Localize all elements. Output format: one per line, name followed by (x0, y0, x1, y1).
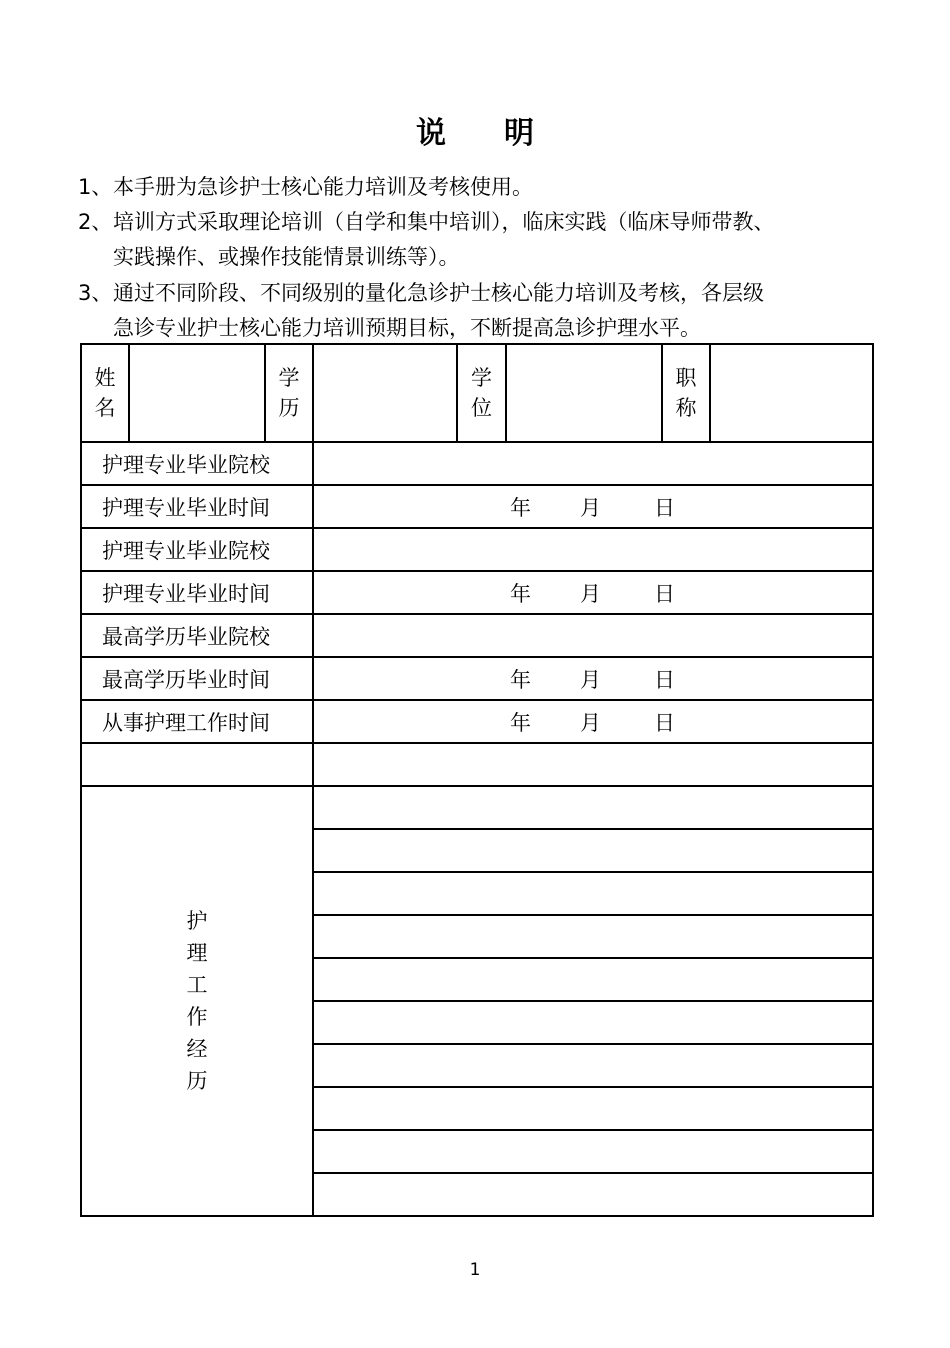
blank-label-cell[interactable] (81, 743, 313, 786)
education-label: 学 历 (265, 344, 313, 442)
name-field[interactable] (129, 344, 265, 442)
highest-edu-grad-date-field[interactable]: 年 月 日 (313, 657, 873, 700)
nursing-school-field-2[interactable] (313, 528, 873, 571)
page-number: 1 (469, 1260, 481, 1280)
experience-line[interactable] (313, 829, 873, 872)
row-nursing-grad-time-2: 护理专业毕业时间 年 月 日 (81, 571, 873, 614)
degree-label: 学 位 (457, 344, 506, 442)
title-char-2: 明 (504, 116, 534, 151)
instruction-1: 1、本手册为急诊护士核心能力培训及考核使用。 (78, 175, 533, 199)
experience-line[interactable] (313, 786, 873, 829)
header-row (81, 344, 873, 442)
row-blank (81, 743, 873, 786)
nursing-school-field[interactable] (313, 442, 873, 485)
nursing-grad-date-field-2[interactable]: 年 月 日 (313, 571, 873, 614)
experience-line[interactable] (313, 1087, 873, 1130)
experience-line[interactable] (313, 958, 873, 1001)
title-field[interactable] (710, 344, 873, 442)
experience-line[interactable] (313, 872, 873, 915)
experience-line[interactable] (313, 1001, 873, 1044)
highest-edu-school-field[interactable] (313, 614, 873, 657)
education-field[interactable] (313, 344, 457, 442)
row-nursing-school-2: 护理专业毕业院校 (81, 528, 873, 571)
nursing-work-date-field[interactable]: 年 月 日 (313, 700, 873, 743)
experience-line[interactable] (313, 1044, 873, 1087)
nursing-grad-date-field[interactable]: 年 月 日 (313, 485, 873, 528)
experience-line[interactable] (313, 915, 873, 958)
title-label: 职 称 (662, 344, 710, 442)
page-title (0, 108, 950, 152)
experience-line[interactable] (313, 1173, 873, 1216)
instruction-2: 2、培训方式采取理论培训（自学和集中培训），临床实践（临床导师带教、 实践操作、或操作技能情景训练等）。 (78, 210, 775, 269)
row-nursing-work-start: 从事护理工作时间 年 月 日 (81, 700, 873, 743)
row-highest-edu-grad-time: 最高学历毕业时间 年 月 日 (81, 657, 873, 700)
row-nursing-grad-time-1: 护理专业毕业时间 年 月 日 (81, 485, 873, 528)
degree-field[interactable] (506, 344, 662, 442)
row-nursing-school-1: 护理专业毕业院校 (81, 442, 873, 485)
instruction-3: 3、通过不同阶段、不同级别的量化急诊护士核心能力培训及考核，各层级 急诊专业护士核心能力培训预期目标，不断提高急诊护理水平。 (78, 281, 764, 340)
nurse-info-form (80, 343, 874, 1217)
name-label: 姓 名 (81, 344, 129, 442)
experience-row (81, 786, 873, 829)
experience-line[interactable] (313, 1130, 873, 1173)
blank-value-cell[interactable] (313, 743, 873, 786)
nursing-experience-label: 护 理 工 作 经 历 (81, 786, 313, 1216)
title-char-1: 说 (416, 116, 446, 151)
row-highest-edu-school: 最高学历毕业院校 (81, 614, 873, 657)
